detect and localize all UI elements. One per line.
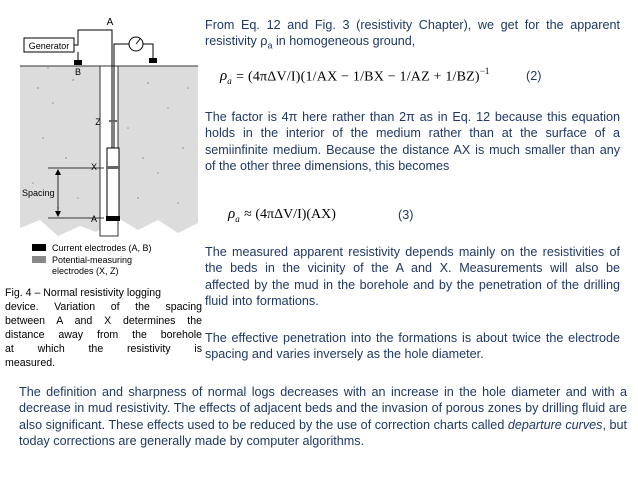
eq2-exponent: −1 xyxy=(479,66,490,76)
eq2-rhs: = (4πΔV/I)(1/AX − 1/BX − 1/AZ + 1/BZ) xyxy=(236,69,480,85)
label-spacing: Spacing xyxy=(22,188,55,198)
equation-2 xyxy=(220,66,620,88)
caption-line: measured. xyxy=(5,357,56,369)
legend-potential-1: Potential-measuring xyxy=(52,255,133,265)
label-a-top: A xyxy=(106,17,114,28)
legend-current-swatch xyxy=(32,244,46,251)
eq2-lhs: $\rho_a$ xyxy=(220,68,232,87)
eq3-number: (3) xyxy=(398,208,414,222)
electrode-a xyxy=(106,216,120,221)
penetration-paragraph: The effective penetration into the formations is about twice the electrode spacing and varies inversely as the hole diameter. xyxy=(205,331,620,362)
legend-potential-2: electrodes (X, Z) xyxy=(52,266,119,276)
label-b: B xyxy=(74,67,82,77)
eq3-rhs: ≈ (4πΔV/I)(AX) xyxy=(244,207,336,222)
caption-line: Fig. 4 – Normal resistivity logging xyxy=(5,287,162,299)
electrode-b xyxy=(74,60,82,65)
label-x: X xyxy=(90,162,98,172)
bottom-paragraph: The definition and sharpness of normal logs decreases with an increase in the hole diameter and with a decrease in mud resistivity. The effects of adjacent beds and the invasion of porous zones by drilling fluid are also significant. These effects used to be reduced by the use of correction charts called departure curves, but today corrections are generally made by computer algorithms. xyxy=(19,385,627,449)
caption-line: device. Variation of the spacing xyxy=(5,301,202,313)
figure-drawing xyxy=(18,8,201,282)
label-z: Z xyxy=(95,117,101,127)
departure-curves-term: departure curves xyxy=(507,417,603,432)
eq2-number: (2) xyxy=(526,69,542,83)
intro-paragraph: From Eq. 12 and Fig. 3 (resistivity Chapter), we get for the apparent resistivity $\rho_a$ in homogeneous ground, xyxy=(205,18,620,51)
measured-paragraph: The measured apparent resistivity depends mainly on the resistivities of the beds in the vicinity of the A and X. Measurements will also be affected by the mud in the borehole and by the penetration of the drilling fluid into formations. xyxy=(205,245,620,309)
equation-3 xyxy=(228,205,488,227)
electrode-x xyxy=(106,166,120,169)
surface-electrode xyxy=(149,58,157,63)
legend-current: Current electrodes (A, B) xyxy=(52,243,152,253)
factor-paragraph: The factor is 4π here rather than 2π as in Eq. 12 because this equation holds in the interior of the medium rather than at the surface of a semiinfinite medium. Because the distance AX is much smaller than any of the other three dimensions, this becomes xyxy=(205,110,620,174)
caption-line: distance away from the borehole xyxy=(5,329,202,341)
sonde xyxy=(107,148,119,220)
figure-caption xyxy=(5,286,202,370)
label-a-bottom: A xyxy=(90,214,98,224)
generator-label: Generator xyxy=(28,41,70,51)
caption-line: at which the resistivity is xyxy=(5,343,202,355)
caption-line: between A and X determines the xyxy=(5,315,202,327)
electrode-z xyxy=(109,120,117,122)
legend-potential-swatch xyxy=(32,256,46,263)
normal-resistivity-device-figure xyxy=(18,8,201,282)
eq3-lhs: $\rho_a$ xyxy=(228,206,240,224)
